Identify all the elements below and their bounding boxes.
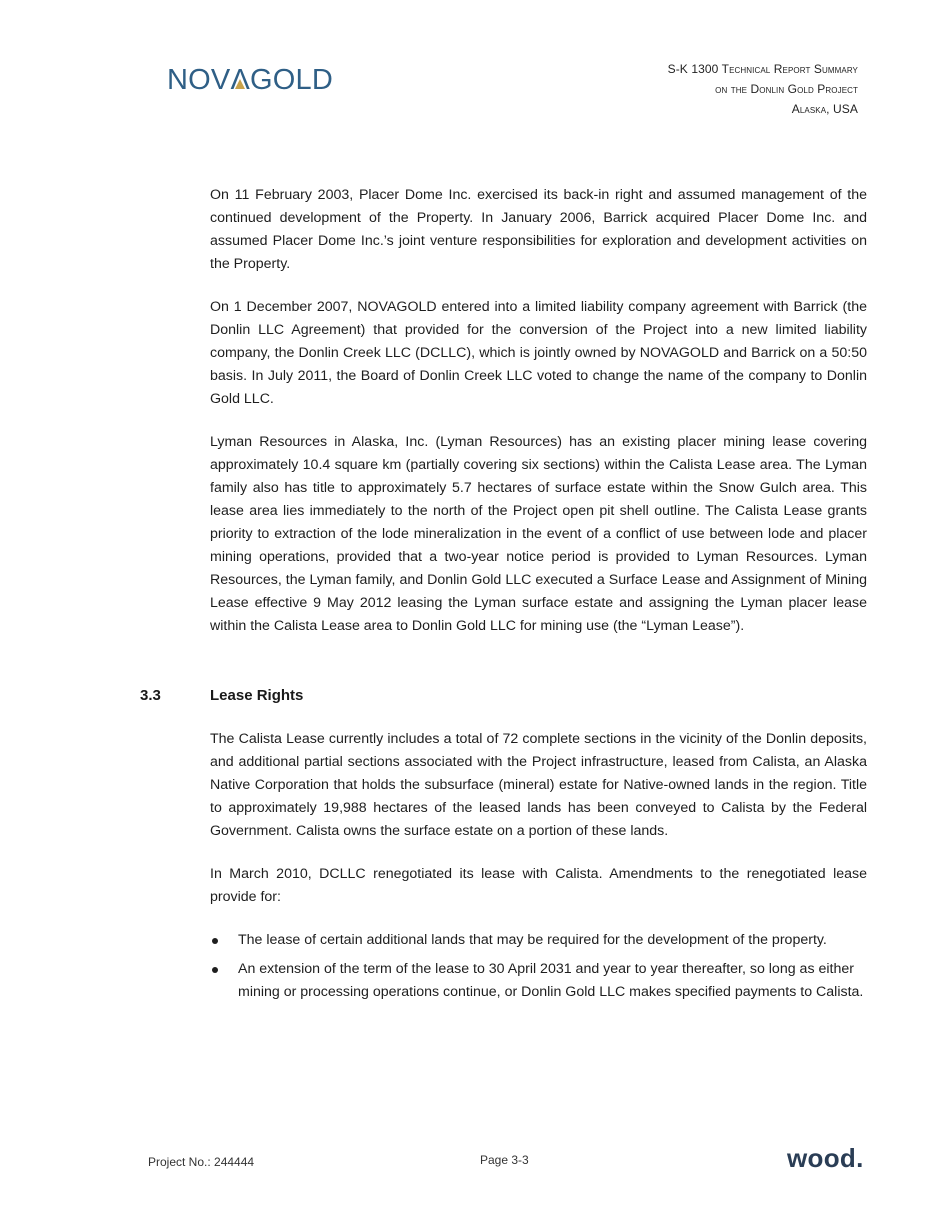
bullet-icon bbox=[212, 967, 218, 973]
list-item-text: An extension of the term of the lease to 30 April 2031 and year to year thereafter, so long as either mining or processing operations continue, or Donlin Gold LLC makes specified payments to Calista. bbox=[238, 961, 864, 1000]
wood-logo: wood. bbox=[787, 1143, 864, 1173]
bullet-list bbox=[210, 929, 867, 1004]
list-item-text: The lease of certain additional lands that may be required for the development of the property. bbox=[238, 932, 827, 948]
logo-text-start: NOV bbox=[167, 64, 231, 96]
paragraph: On 11 February 2003, Placer Dome Inc. exercised its back-in right and assumed management of the continued development of the Property. In January 2006, Barrick acquired Placer Dome Inc. and assumed Placer Dome Inc.’s joint venture responsibilities for exploration and development activities on the Property. bbox=[210, 187, 867, 272]
paragraph: The Calista Lease currently includes a total of 72 complete sections in the vicinity of the Donlin deposits, and additional partial sections associated with the Project infrastructure, leased from Calista, an Alaska Native Corporation that holds the subsurface (mineral) estate for Native-owned lands in the region. Title to approximately 19,988 hectares of the leased lands has been conveyed to Calista by the Federal Government. Calista owns the surface estate on a portion of these lands. bbox=[210, 731, 867, 839]
report-title-line3: Alaska, USA bbox=[791, 102, 858, 116]
section-title: Lease Rights bbox=[210, 687, 304, 704]
page-number: Page 3-3 bbox=[480, 1153, 529, 1167]
report-title-line2: on the Donlin Gold Project bbox=[715, 82, 858, 96]
report-title-line1: S-K 1300 Technical Report Summary bbox=[667, 62, 858, 76]
paragraph: Lyman Resources in Alaska, Inc. (Lyman Resources) has an existing placer mining lease covering approximately 10.4 square km (partially covering six sections) within the Calista Lease area. The Lyman family also has title to approximately 5.7 hectares of surface estate within the Snow Gulch area. This lease area lies immediately to the north of the Project open pit shell outline. The Calista Lease grants priority to extraction of the lode mineralization in the event of a conflict of use between lode and placer mining operations, provided that a two-year notice period is provided to Lyman Resources. Lyman Resources, the Lyman family, and Donlin Gold LLC executed a Surface Lease and Assignment of Mining Lease effective 9 May 2012 leasing the Lyman surface estate and assigning the Lyman placer lease within the Calista Lease area to Donlin Gold LLC for mining use (the “Lyman Lease”). bbox=[210, 434, 867, 634]
logo-accent-icon bbox=[235, 79, 245, 89]
logo-text-end: GOLD bbox=[250, 64, 334, 96]
report-header bbox=[668, 59, 858, 119]
list-item bbox=[210, 929, 867, 952]
novagold-logo bbox=[167, 62, 333, 98]
body-text bbox=[210, 184, 867, 658]
bullet-icon bbox=[212, 938, 218, 944]
section-number: 3.3 bbox=[140, 687, 161, 704]
paragraph: In March 2010, DCLLC renegotiated its lease with Calista. Amendments to the renegotiated lease provide for: bbox=[210, 866, 867, 905]
logo-a-mark bbox=[230, 62, 250, 98]
list-item bbox=[210, 958, 867, 1004]
project-number: Project No.: 244444 bbox=[148, 1155, 255, 1169]
section-body bbox=[210, 728, 867, 1010]
logo-a-glyph: Λ bbox=[230, 64, 251, 96]
paragraph: On 1 December 2007, NOVAGOLD entered into a limited liability company agreement with Barrick (the Donlin LLC Agreement) that provided for the conversion of the Project into a new limited liability company, the Donlin Creek LLC (DCLLC), which is jointly owned by NOVAGOLD and Barrick on a 50:50 basis. In July 2011, the Board of Donlin Creek LLC voted to change the name of the company to Donlin Gold LLC. bbox=[210, 299, 867, 407]
